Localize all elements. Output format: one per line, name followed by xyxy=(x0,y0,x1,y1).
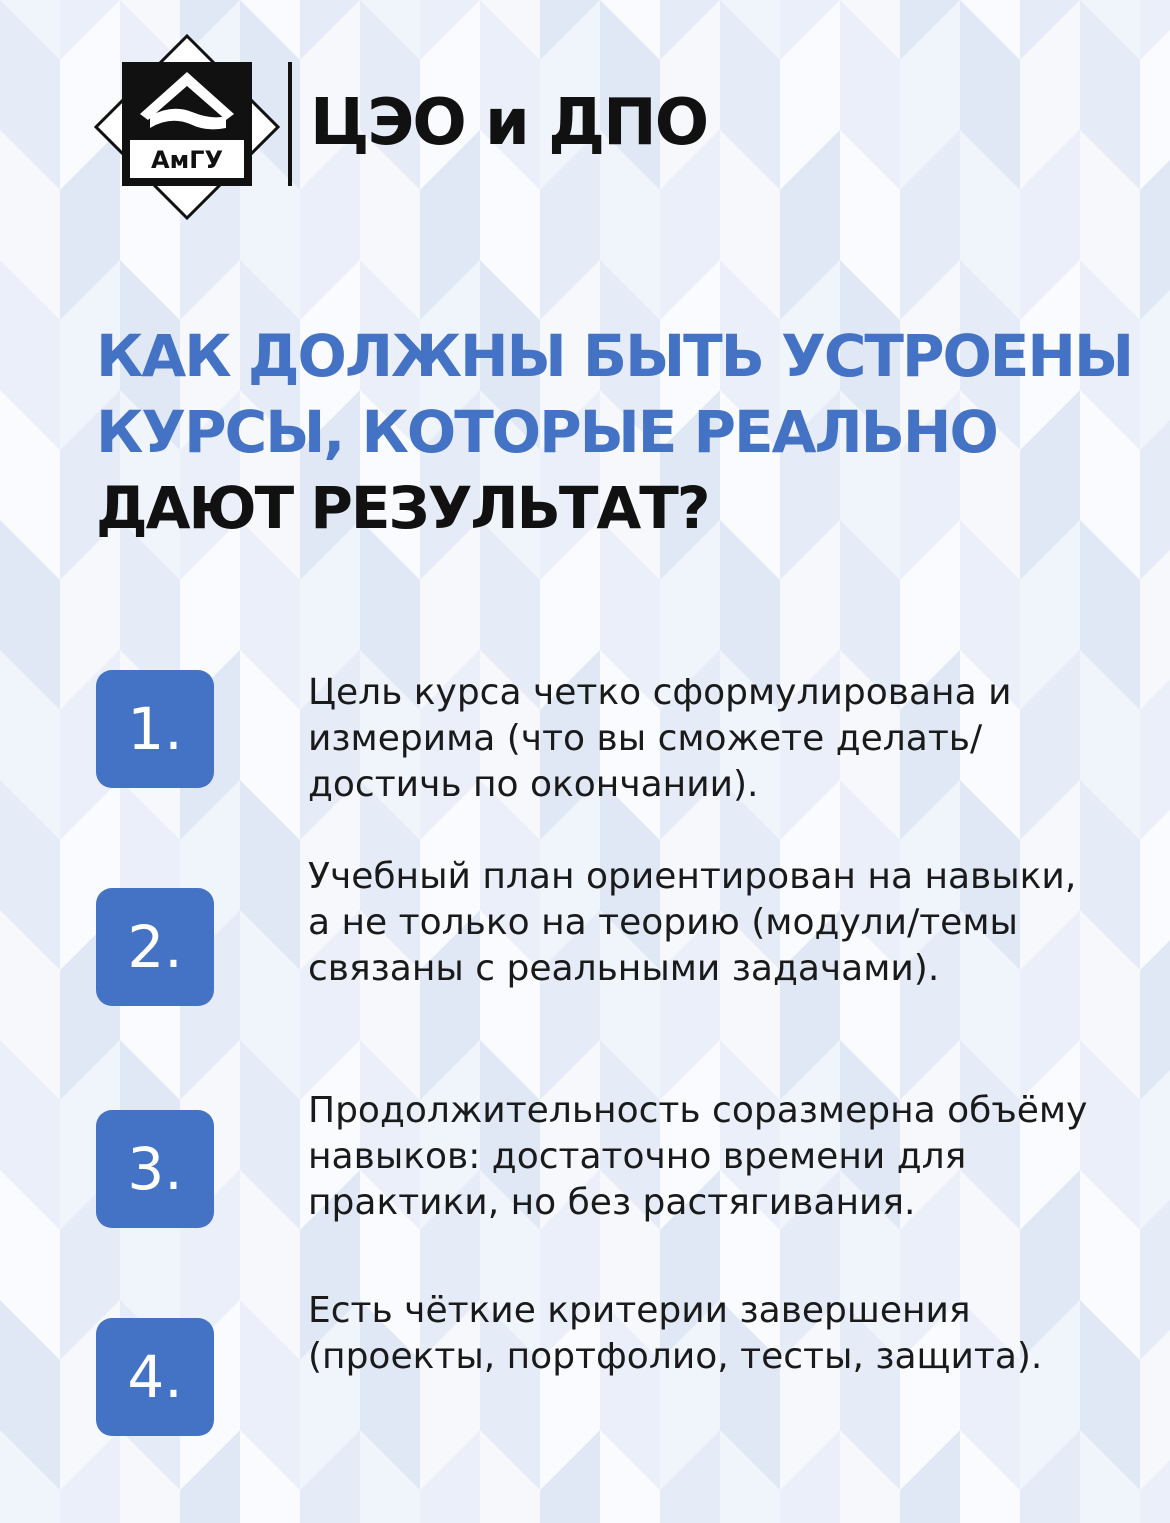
logo-text: АмГУ xyxy=(151,146,223,174)
headline xyxy=(96,318,1136,546)
item-number-badge: 3. xyxy=(96,1110,214,1228)
org-name: ЦЭО и ДПО xyxy=(310,86,708,160)
headline-line-2: КУРСЫ, КОТОРЫЕ РЕАЛЬНО xyxy=(96,398,997,466)
item-text: Продолжительность соразмерна объёму навыков: достаточно времени для практики, но без растягивания. xyxy=(308,1090,1088,1223)
headline-line-3: ДАЮТ РЕЗУЛЬТАТ? xyxy=(96,474,709,542)
item-number-badge: 2. xyxy=(96,888,214,1006)
item-number-badge: 4. xyxy=(96,1318,214,1436)
headline-line-1: КАК ДОЛЖНЫ БЫТЬ УСТРОЕНЫ xyxy=(96,322,1133,390)
item-text: Учебный план ориентирован на навыки, а не только на теорию (модули/темы связаны с реальными задачами). xyxy=(308,856,1077,989)
item-number-badge: 1. xyxy=(96,670,214,788)
logo-divider xyxy=(288,62,292,186)
item-text: Цель курса четко сформулирована и измерима (что вы сможете делать/достичь по окончании). xyxy=(308,672,1012,805)
item-text: Есть чёткие критерии завершения (проекты, портфолио, тесты, защита). xyxy=(308,1290,1043,1377)
amgu-logo xyxy=(94,34,280,220)
